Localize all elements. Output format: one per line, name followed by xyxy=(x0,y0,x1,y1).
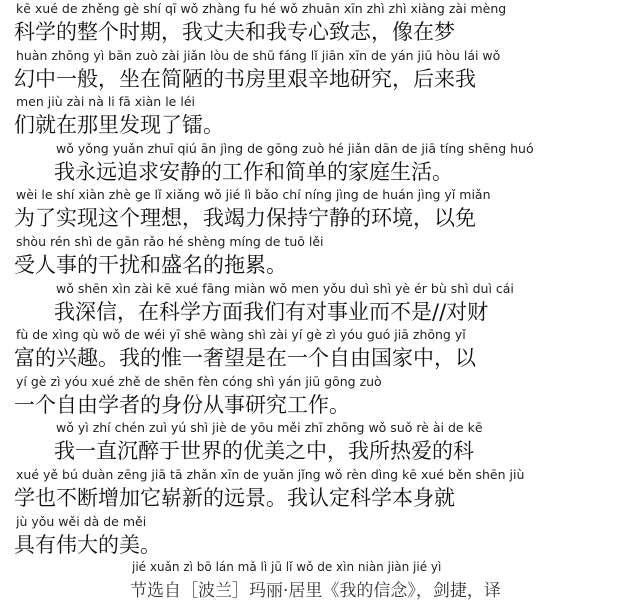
chinese-text: 学也不断增加它崭新的远景。我认定科学本身就 xyxy=(14,486,455,510)
chinese-text: 受人事的干扰和盛名的拖累。 xyxy=(14,253,287,277)
pinyin-annotation: fù de xìng qù wǒ de wéi yī shē wàng shì zài yí gè zì yóu guó jiā zhōng yǐ xyxy=(16,327,466,343)
chinese-text: 一个自由学者的身份从事研究工作。 xyxy=(14,392,350,417)
pinyin-annotation: wǒ yǒng yuǎn zhuī qiú ān jìng de gōng zuò hé jiǎn dān de jiā tíng shēng huó xyxy=(56,140,534,156)
pinyin-annotation: shòu rén shì de gān rǎo hé shèng míng de tuō lěi xyxy=(16,234,324,249)
pinyin-annotation: huàn zhōng yì bān zuò zài jiǎn lòu de shū fáng lǐ jiān xīn de yán jiū hòu lái wǒ xyxy=(16,47,501,63)
pinyin-annotation: xué yě bú duàn zēng jiā tā zhǎn xīn de yuǎn jǐng wǒ rèn dìng kē xué běn shēn jiù xyxy=(16,467,525,482)
chinese-text: 我永远追求安静的工作和简单的家庭生活。 xyxy=(54,159,453,184)
pinyin-annotation: jù yǒu wěi dà de měi xyxy=(16,513,147,529)
pinyin-annotation: wǒ yì zhí chén zuì yú shì jiè de yōu měi zhī zhōng wǒ suǒ rè ài de kē xyxy=(56,420,483,436)
source-citation-line xyxy=(0,559,632,613)
pinyin-annotation: yí gè zì yóu xué zhě de shēn fèn cóng shì yán jiū gōng zuò xyxy=(16,373,382,389)
pinyin-annotation: jié xuǎn zì bō lán mǎ lì jū lǐ wǒ de xìn niàn jiàn jié yì xyxy=(132,560,442,575)
chinese-text: 节选自［波兰］玛丽·居里《我的信念》，剑捷，译 xyxy=(130,581,501,602)
chinese-text: 科学的整个时期，我丈夫和我专心致志，像在梦 xyxy=(14,20,455,44)
chinese-text: 我一直沉醉于世界的优美之中，我所热爱的科 xyxy=(54,439,474,464)
chinese-text: 我深信，在科学方面我们有对事业而不是//对财 xyxy=(54,299,489,324)
chinese-text: 幻中一般，坐在简陋的书房里艰辛地研究，后来我 xyxy=(14,66,476,91)
pinyin-annotation: wèi le shí xiàn zhè ge lǐ xiǎng wǒ jié lì bǎo chí níng jìng de huán jìng yǐ miǎn xyxy=(16,187,491,203)
chinese-text: 们就在那里发现了镭。 xyxy=(14,113,224,138)
chinese-text: 富的兴趣。我的惟一奢望是在一个自由国家中，以 xyxy=(14,346,476,371)
pinyin-annotation: men jiù zài nà li fā xiàn le léi xyxy=(16,94,195,110)
pinyin-annotation: wǒ shēn xìn zài kē xué fāng miàn wǒ men yǒu duì shì yè ér bù shì duì cái xyxy=(56,280,514,296)
chinese-text: 为了实现这个理想，我竭力保持宁静的环境，以免 xyxy=(14,206,476,231)
chinese-text: 具有伟大的美。 xyxy=(14,532,161,557)
pinyin-annotation: kē xué de zhěng gè shí qī wǒ zhàng fu hé wǒ zhuān xīn zhì zhì xiàng zài mèng xyxy=(16,1,507,16)
